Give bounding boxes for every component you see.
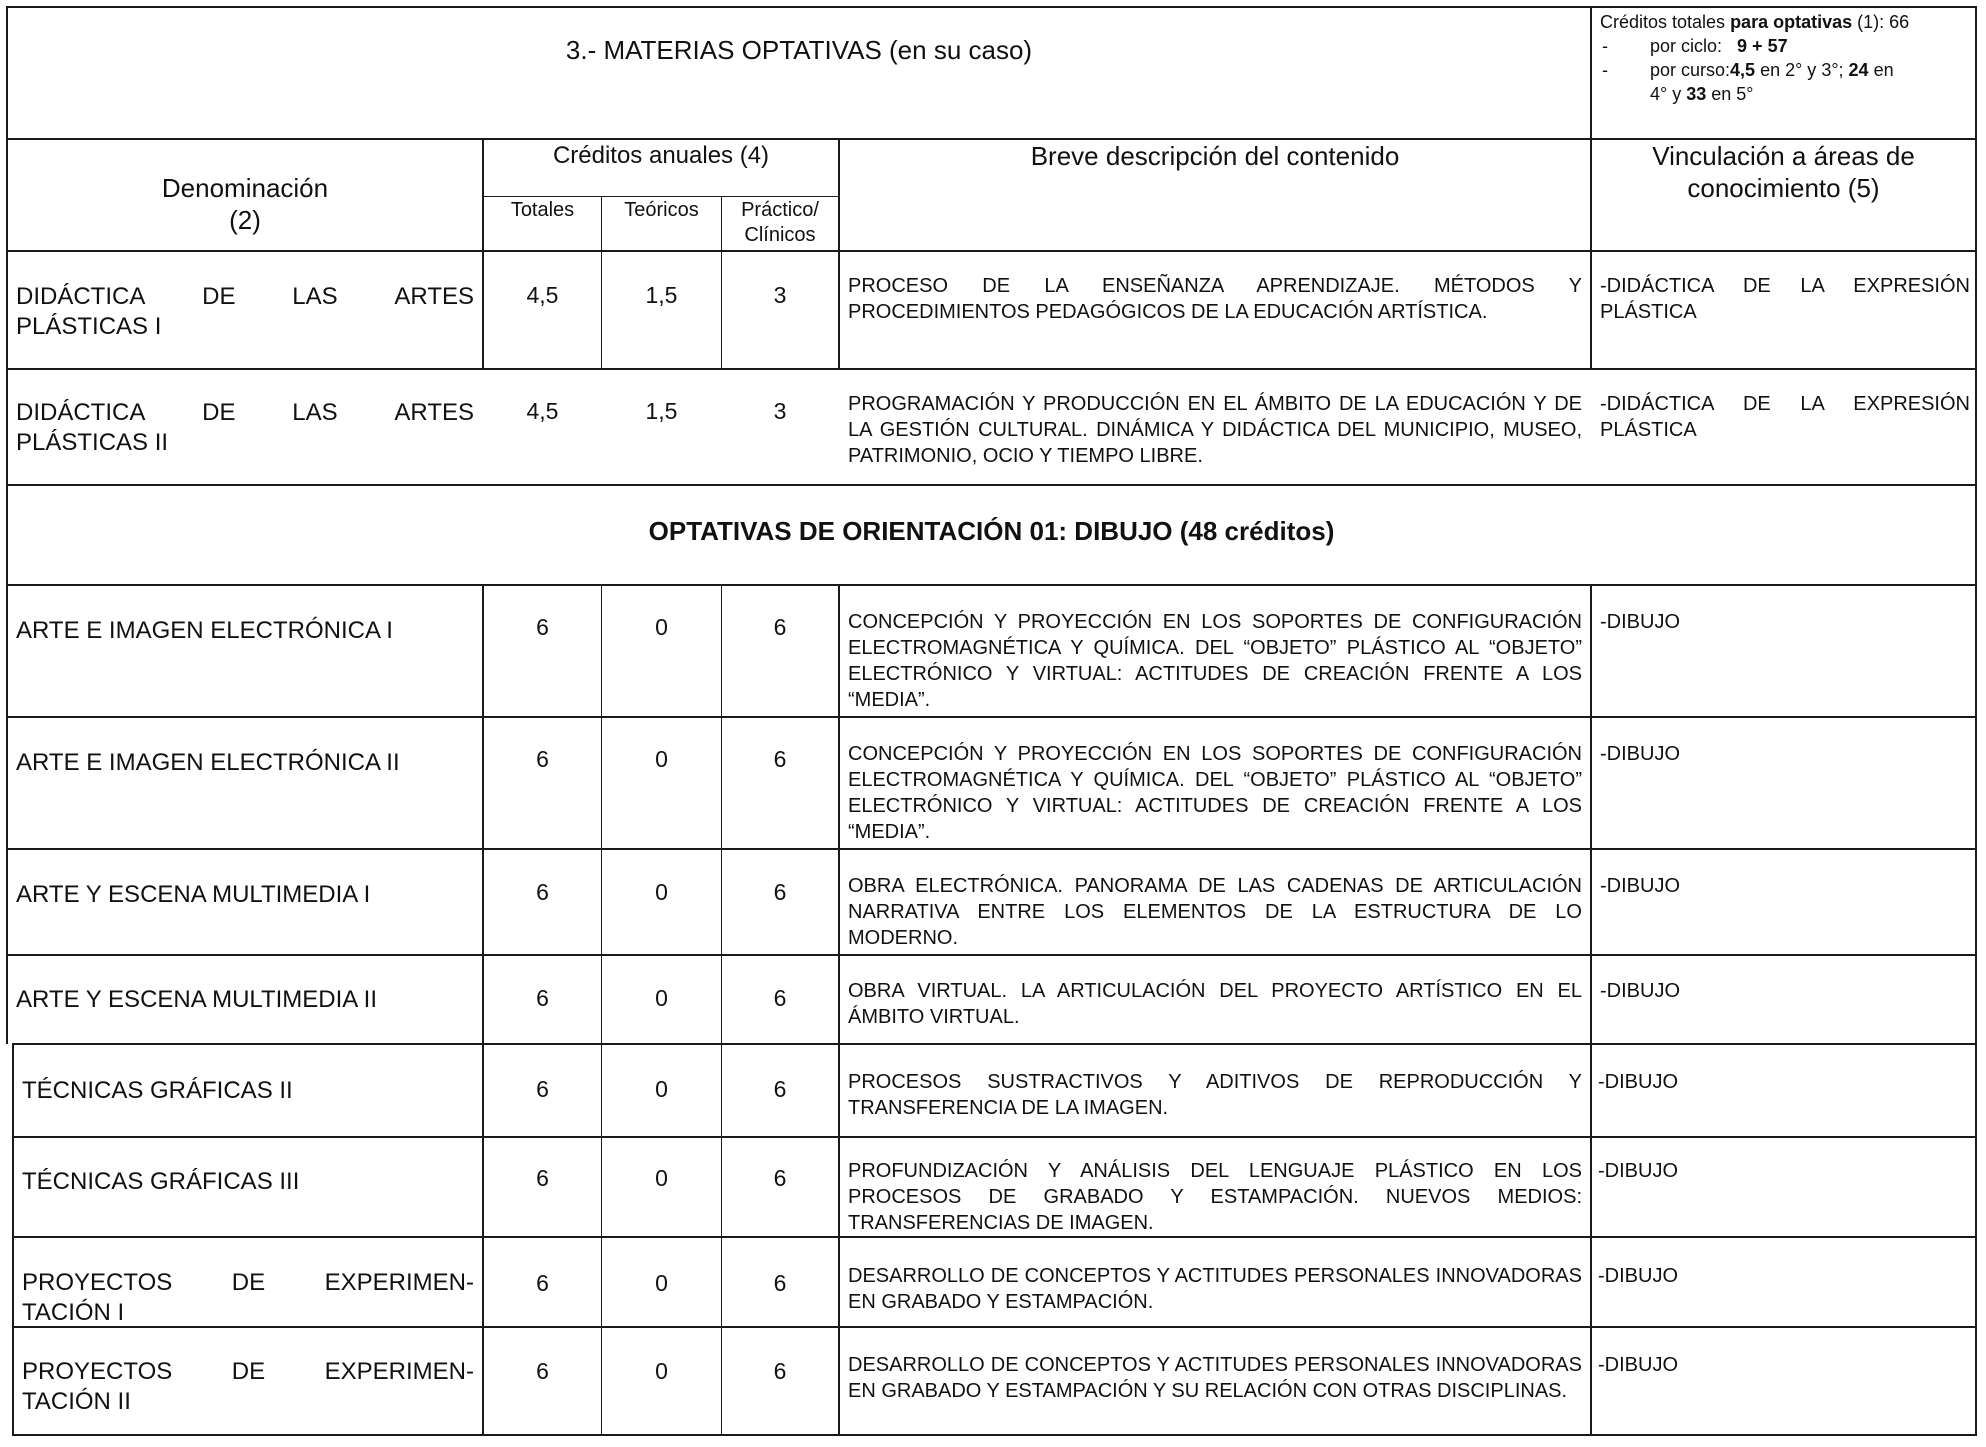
credits-practicos: 6: [773, 746, 787, 772]
col-teoricos: Teóricos: [624, 199, 699, 221]
credits-totales: 6: [536, 614, 549, 640]
knowledge-area: -DIBUJO: [1598, 1160, 1678, 1182]
content-description: PROGRAMACIÓN Y PRODUCCIÓN EN EL ÁMBITO DE LA EDUCACIÓN Y DE LA GESTIÓN CULTURAL. DINÁMICA Y DIDÁCTICA DEL MUNICIPIO, MUSEO, PATRIMONIO, OCIO Y TIEMPO LIBRE.: [848, 393, 1582, 467]
subject-name: ARTE Y ESCENA MULTIMEDIA I: [16, 881, 371, 908]
knowledge-area: -DIBUJO: [1598, 1265, 1678, 1287]
credits-teoricos: 1,5: [645, 282, 678, 308]
section-title: 3.- MATERIAS OPTATIVAS (en su caso): [565, 35, 1033, 65]
col-totales: Totales: [510, 199, 575, 221]
credits-total: Créditos totales para optativas (1): 66: [1600, 12, 1910, 32]
credits-teoricos: 0: [655, 614, 668, 640]
credits-practicos: 6: [773, 985, 787, 1011]
credits-teoricos: 0: [655, 1076, 668, 1102]
knowledge-area: -DIBUJO: [1598, 1071, 1678, 1093]
orientation-title: OPTATIVAS DE ORIENTACIÓN 01: DIBUJO (48 créditos): [648, 516, 1335, 546]
credits-totales: 6: [536, 879, 549, 905]
credits-practicos: 6: [773, 614, 787, 640]
credits-totales: 6: [536, 1358, 549, 1384]
subject-name: ARTE E IMAGEN ELECTRÓNICA I: [16, 617, 393, 644]
credits-curso-cont: 4° y 33 en 5°: [1650, 84, 1754, 104]
content-description: PROCESO DE LA ENSEÑANZA APRENDIZAJE. MÉTODOS Y PROCEDIMIENTOS PEDAGÓGICOS DE LA EDUCACIÓN ARTÍSTICA.: [848, 275, 1582, 323]
credits-teoricos: 0: [655, 879, 668, 905]
credits-summary: [1600, 10, 1972, 106]
knowledge-area: -DIBUJO: [1600, 980, 1680, 1002]
knowledge-area: -DIDÁCTICA DE LA EXPRESIÓN PLÁSTICA: [1600, 393, 1970, 441]
credits-totales: 6: [536, 1076, 549, 1102]
col-vinculacion: Vinculación a áreas de conocimiento (5): [1652, 141, 1915, 203]
credits-totales: 6: [536, 1270, 549, 1296]
knowledge-area: -DIDÁCTICA DE LA EXPRESIÓN PLÁSTICA: [1600, 275, 1970, 323]
credits-curso: - por curso:4,5 en 2° y 3°; 24 en: [1602, 60, 1894, 80]
col-creditos: Créditos anuales (4): [552, 142, 770, 169]
credits-totales: 6: [536, 746, 549, 772]
content-description: PROFUNDIZACIÓN Y ANÁLISIS DEL LENGUAJE PLÁSTICO EN LOS PROCESOS DE GRABADO Y ESTAMPACIÓN. NUEVOS MEDIOS: TRANSFERENCIAS DE IMAGEN.: [848, 1160, 1582, 1234]
content-description: PROCESOS SUSTRACTIVOS Y ADITIVOS DE REPRODUCCIÓN Y TRANSFERENCIA DE LA IMAGEN.: [848, 1071, 1582, 1119]
col-practicos: Práctico/ Clínicos: [741, 199, 819, 246]
content-description: OBRA ELECTRÓNICA. PANORAMA DE LAS CADENAS DE ARTICULACIÓN NARRATIVA ENTRE LOS ELEMENTOS DE LA ESTRUCTURA DE LO MODERNO.: [848, 875, 1582, 949]
credits-totales: 4,5: [526, 398, 559, 424]
credits-practicos: 3: [773, 282, 787, 308]
content-description: CONCEPCIÓN Y PROYECCIÓN EN LOS SOPORTES DE CONFIGURACIÓN ELECTROMAGNÉTICA Y QUÍMICA. DEL “OBJETO” PLÁSTICO AL “OBJETO” ELECTRÓNICO Y VIRTUAL: ACTITUDES DE CREACIÓN FRENTE A LOS “MEDIA”.: [848, 611, 1582, 711]
subject-name: DIDÁCTICA DE LAS ARTES PLÁSTICAS I: [16, 283, 474, 340]
credits-totales: 4,5: [526, 282, 559, 308]
credits-teoricos: 0: [655, 1358, 668, 1384]
knowledge-area: -DIBUJO: [1600, 875, 1680, 897]
subject-name: PROYECTOS DE EXPERIMEN- TACIÓN I: [22, 1269, 474, 1326]
credits-totales: 6: [536, 985, 549, 1011]
credits-practicos: 6: [773, 1358, 787, 1384]
credits-totales: 6: [536, 1165, 549, 1191]
content-description: OBRA VIRTUAL. LA ARTICULACIÓN DEL PROYECTO ARTÍSTICO EN EL ÁMBITO VIRTUAL.: [848, 980, 1582, 1028]
knowledge-area: -DIBUJO: [1600, 743, 1680, 765]
content-description: DESARROLLO DE CONCEPTOS Y ACTITUDES PERSONALES INNOVADORAS EN GRABADO Y ESTAMPACIÓN Y SU RELACIÓN CON OTRAS DISCIPLINAS.: [848, 1354, 1582, 1402]
col-descripcion: Breve descripción del contenido: [1030, 141, 1400, 171]
col-denominacion: Denominación (2): [161, 173, 329, 235]
content-description: CONCEPCIÓN Y PROYECCIÓN EN LOS SOPORTES DE CONFIGURACIÓN ELECTROMAGNÉTICA Y QUÍMICA. DEL “OBJETO” PLÁSTICO AL “OBJETO” ELECTRÓNICO Y VIRTUAL: ACTITUDES DE CREACIÓN FRENTE A LOS “MEDIA”.: [848, 743, 1582, 843]
subject-name: ARTE E IMAGEN ELECTRÓNICA II: [16, 749, 400, 776]
credits-teoricos: 0: [655, 1165, 668, 1191]
subject-name: ARTE Y ESCENA MULTIMEDIA II: [16, 986, 377, 1013]
credits-practicos: 6: [773, 1165, 787, 1191]
credits-practicos: 6: [773, 1076, 787, 1102]
credits-teoricos: 0: [655, 985, 668, 1011]
subject-name: TÉCNICAS GRÁFICAS III: [22, 1168, 300, 1195]
content-description: DESARROLLO DE CONCEPTOS Y ACTITUDES PERSONALES INNOVADORAS EN GRABADO Y ESTAMPACIÓN.: [848, 1265, 1582, 1313]
credits-practicos: 6: [773, 1270, 787, 1296]
credits-ciclo: - por ciclo: 9 + 57: [1602, 36, 1788, 56]
credits-teoricos: 0: [655, 1270, 668, 1296]
subject-name: TÉCNICAS GRÁFICAS II: [22, 1077, 293, 1104]
credits-teoricos: 1,5: [645, 398, 678, 424]
credits-teoricos: 0: [655, 746, 668, 772]
knowledge-area: -DIBUJO: [1600, 611, 1680, 633]
knowledge-area: -DIBUJO: [1598, 1354, 1678, 1376]
credits-practicos: 3: [773, 398, 787, 424]
subject-name: PROYECTOS DE EXPERIMEN- TACIÓN II: [22, 1358, 474, 1415]
credits-practicos: 6: [773, 879, 787, 905]
subject-name: DIDÁCTICA DE LAS ARTES PLÁSTICAS II: [16, 399, 474, 456]
